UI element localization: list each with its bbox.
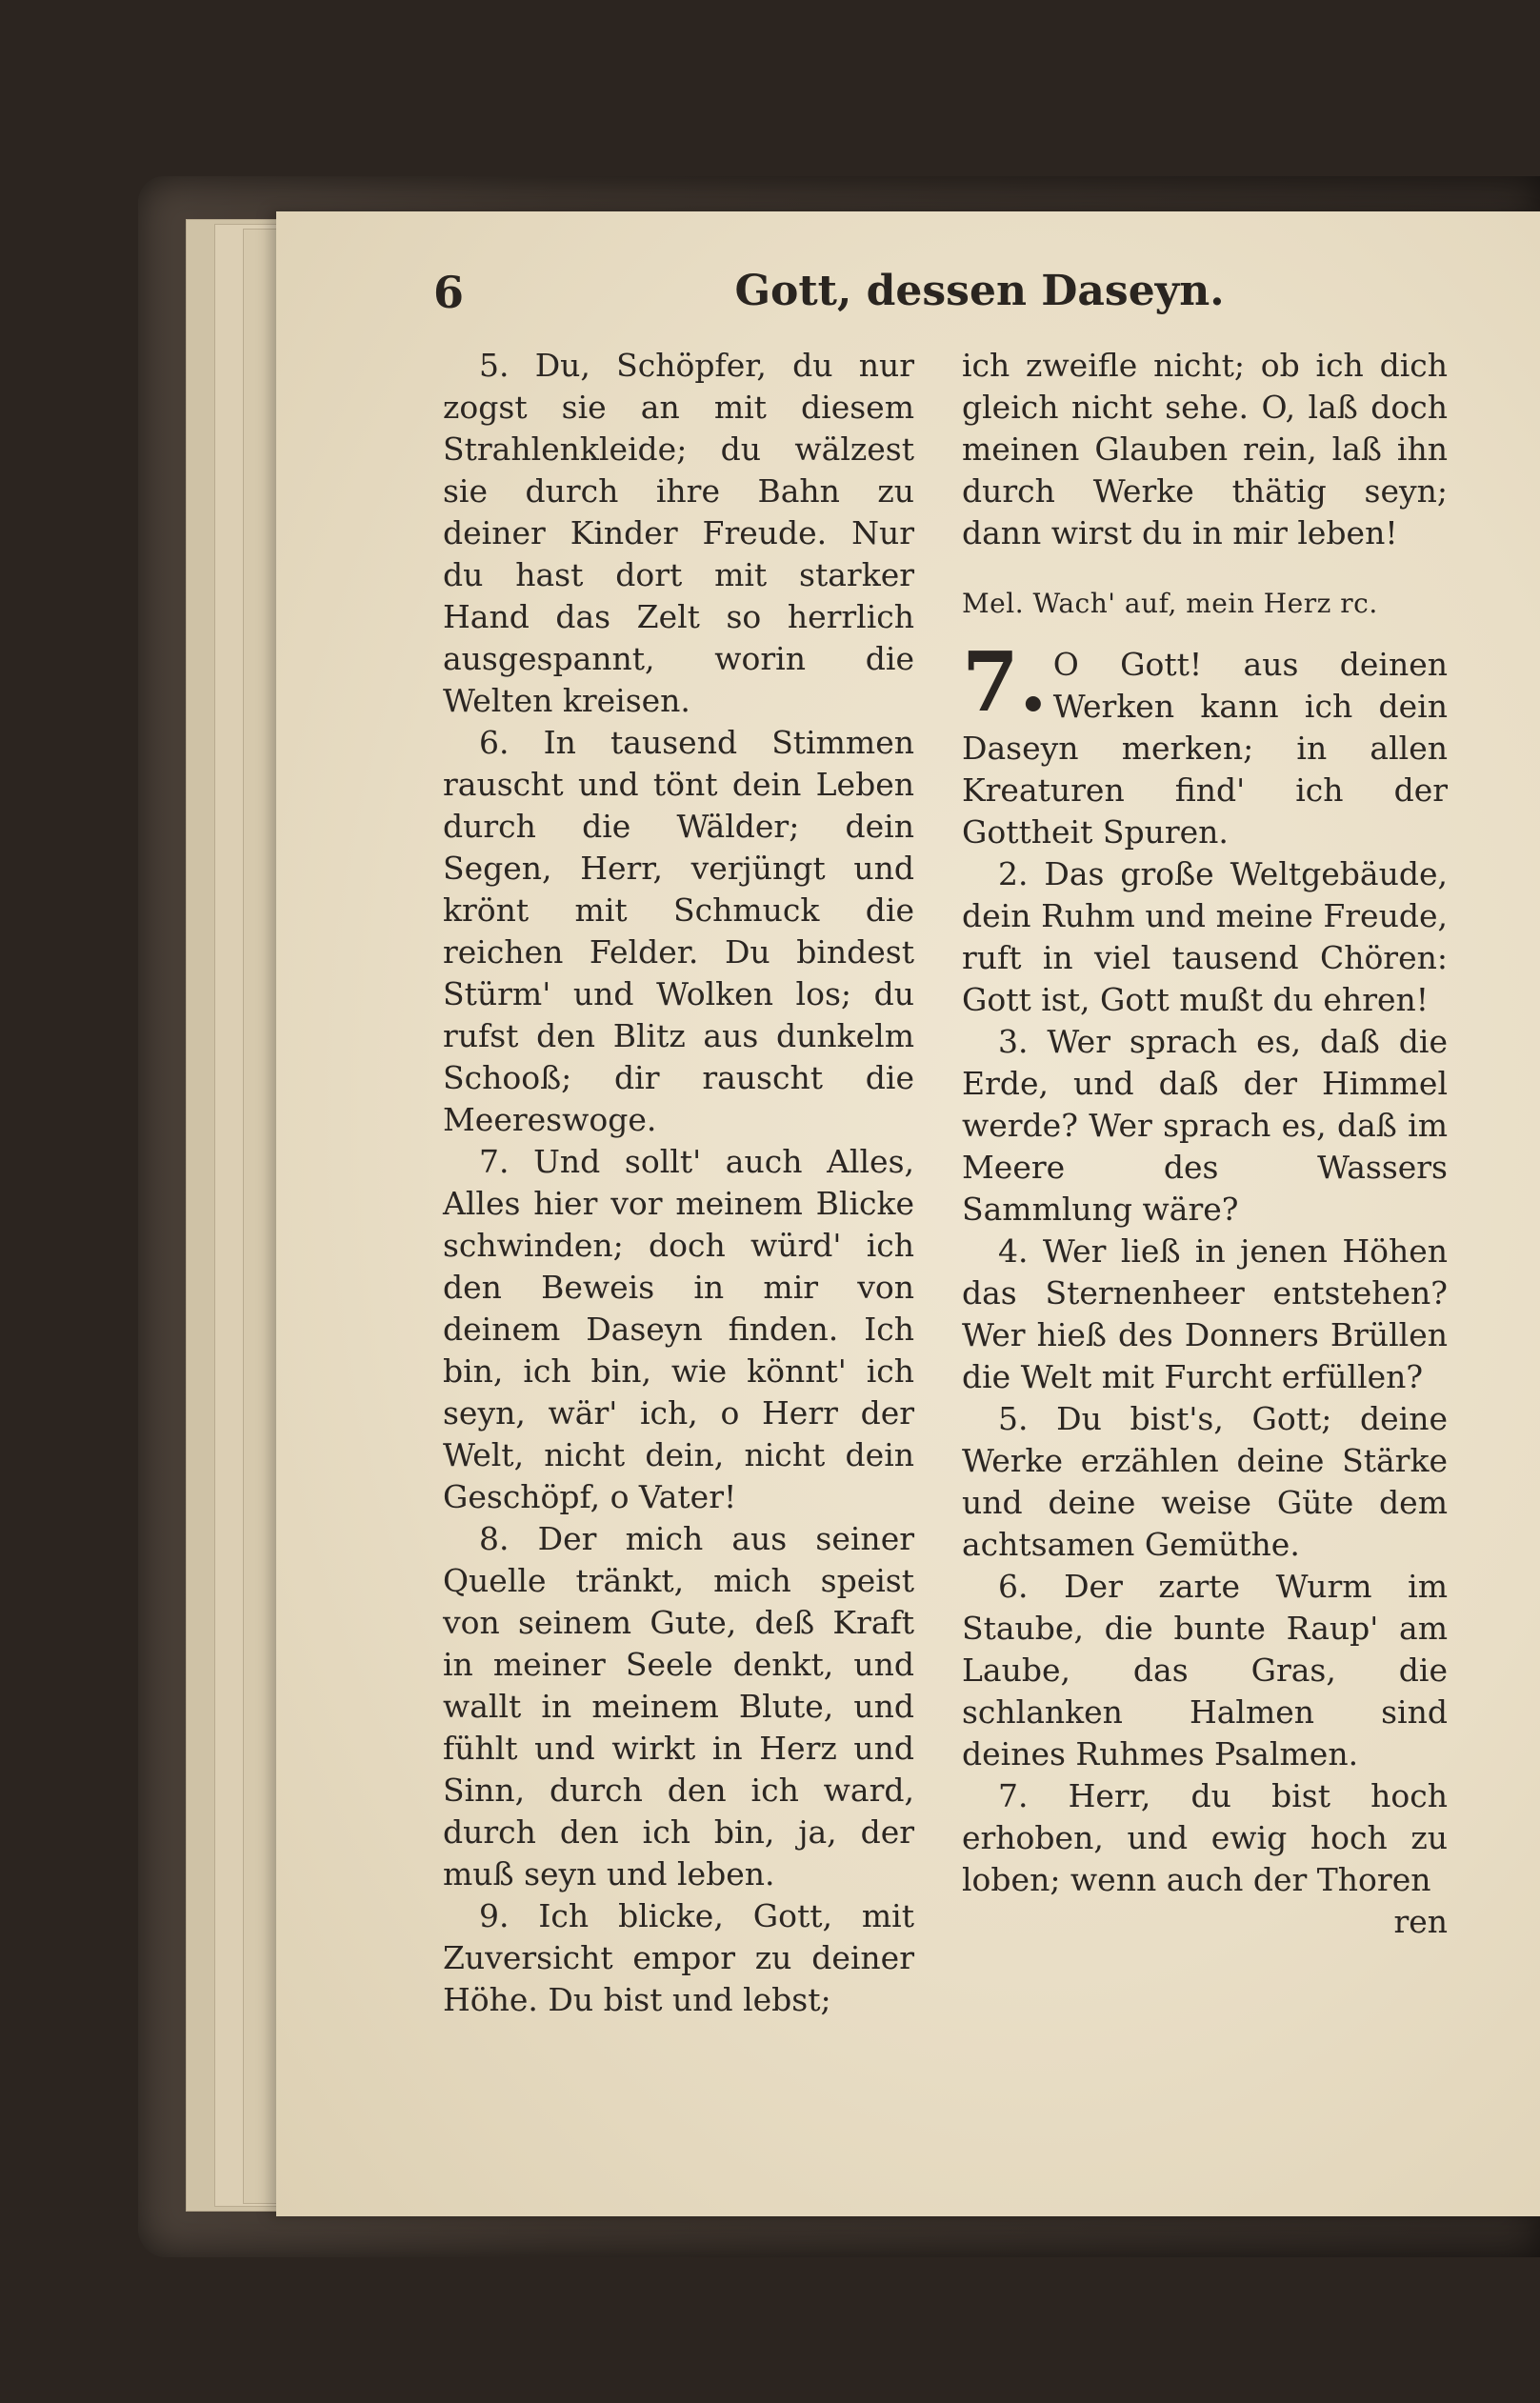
hymn-verse-2: 2. Das große Weltgebäude, dein Ruhm und meine Freude, ruft in viel tausend Chören: Gott ist, Gott mußt du ehren! bbox=[962, 855, 1448, 1018]
melody-note: Mel. Wach' auf, mein Herz rc. bbox=[962, 588, 1378, 619]
page-title: Gott, dessen Daseyn. bbox=[734, 267, 1225, 315]
hymn-verse-7: 7. Herr, du bist hoch erhoben, und ewig hoch zu loben; wenn auch der Thoren bbox=[962, 1777, 1448, 1898]
verse-6: 6. In tausend Stimmen rauscht und tönt dein Leben durch die Wälder; dein Segen, Herr, verjüngt und krönt mit Schmuck die reichen Felder. Du bindest Stürm' und Wolken los; du rufst den Blitz aus dunkelm Schooß; dir rauscht die Meereswoge. bbox=[443, 724, 914, 1138]
hymn-verse-3: 3. Wer sprach es, daß die Erde, und daß der Himmel werde? Wer sprach es, daß im Meere des Wassers Sammlung wäre? bbox=[962, 1023, 1448, 1228]
hymn-verse-4: 4. Wer ließ in jenen Höhen das Sternenheer entstehen? Wer hieß des Donners Brüllen die Welt mit Furcht erfüllen? bbox=[962, 1232, 1448, 1395]
hymn-start bbox=[962, 634, 1448, 853]
hymn-verse-6: 6. Der zarte Wurm im Staube, die bunte Raup' am Laube, das Gras, die schlanken Halmen sind deines Ruhmes Psalmen. bbox=[962, 1568, 1448, 1772]
hymn-verse-5: 5. Du bist's, Gott; deine Werke erzählen deine Stärke und deine weise Güte dem achtsamen Gemüthe. bbox=[962, 1400, 1448, 1563]
running-head bbox=[276, 267, 1540, 333]
book-page bbox=[276, 211, 1540, 2216]
catchword: ren bbox=[1393, 1903, 1448, 1940]
verse-9-continuation: ich zweifle nicht; ob ich dich gleich nicht sehe. O, laß doch meinen Glauben rein, laß ihn durch Werke thätig seyn; dann wirst du in mir leben! bbox=[962, 347, 1448, 551]
verse-5: 5. Du, Schöpfer, du nur zogst sie an mit diesem Strahlenkleide; du wälzest sie durch ihre Bahn zu deiner Kinder Freude. Nur du hast dort mit starker Hand das Zelt so herrlich ausgespannt, worin die Welten kreisen. bbox=[443, 347, 914, 719]
page-number: 6 bbox=[433, 267, 465, 318]
verse-8: 8. Der mich aus seiner Quelle tränkt, mich speist von seinem Gute, deß Kraft in meiner Seele denkt, und wallt in meinem Blute, und fühlt und wirkt in Herz und Sinn, durch den ich ward, durch den ich bin, ja, der muß seyn und leben. bbox=[443, 1520, 914, 1892]
hymn-first-verse: O Gott! aus deinen Werken kann ich dein Daseyn merken; in allen Kreaturen find' ich der Gottheit Spuren. bbox=[962, 646, 1448, 851]
verse-9: 9. Ich blicke, Gott, mit Zuversicht empor zu deiner Höhe. Du bist und lebst; bbox=[443, 1897, 914, 2018]
verse-7: 7. Und sollt' auch Alles, Alles hier vor meinem Blicke schwinden; doch würd' ich den Beweis in mir von deinem Daseyn finden. Ich bin, ich bin, wie könnt' ich seyn, wär' ich, o Herr der Welt, nicht dein, nicht dein Geschöpf, o Vater! bbox=[443, 1143, 914, 1515]
hymn-number: 7. bbox=[962, 634, 1048, 731]
left-column bbox=[443, 345, 914, 2021]
right-column bbox=[962, 345, 1448, 1943]
